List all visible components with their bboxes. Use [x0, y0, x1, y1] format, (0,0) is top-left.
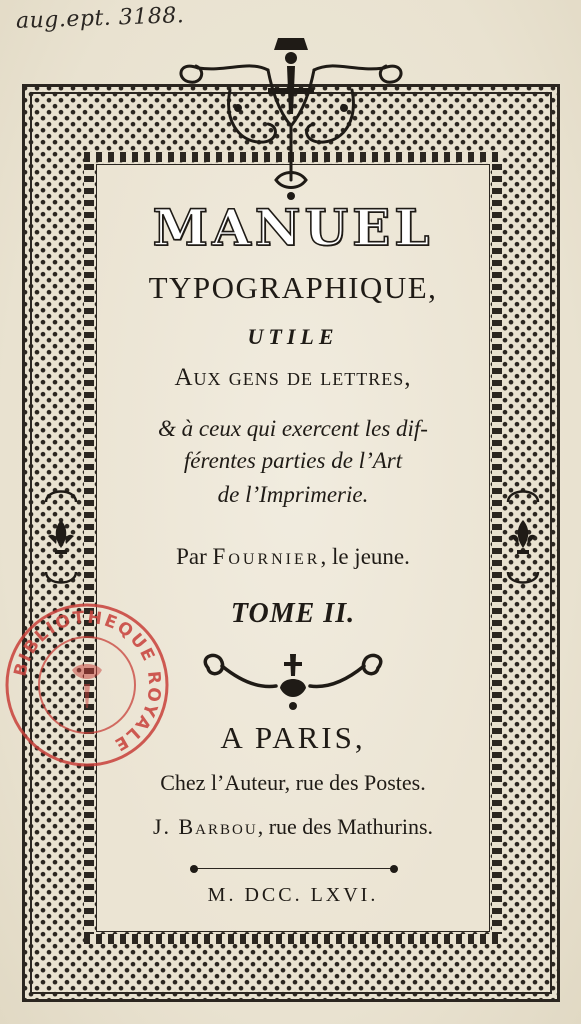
author-suffix: , le jeune. [320, 544, 410, 569]
author-prefix: Par [176, 544, 207, 569]
utile-line: UTILE [247, 324, 339, 349]
place-of-publication: A PARIS, [220, 720, 366, 755]
side-fleur-ornament-icon [42, 482, 80, 592]
stamp-text: BIBLIOTHEQUE ROYALE [10, 607, 165, 756]
audience-line: Aux gens de lettres, [174, 364, 412, 391]
side-fleur-ornament-icon [504, 482, 542, 592]
author-line [96, 544, 490, 570]
book-subtitle: TYPOGRAPHIQUE, [148, 270, 438, 305]
rule-end-ornament-icon [188, 862, 400, 876]
fleuron-ornament-icon [196, 648, 390, 714]
description-line: & à ceux qui exercent les dif- [158, 416, 428, 441]
description-line: de l’Imprimerie. [217, 482, 369, 507]
description-line: férentes parties de l’Art [183, 448, 403, 473]
library-stamp-icon [2, 600, 172, 770]
printer-address: , rue des Mathurins. [257, 814, 434, 839]
author-name: Fournier [212, 544, 321, 569]
publisher-line-2 [96, 814, 490, 840]
handwritten-shelfmark: aug.ept. 3188. [15, 3, 185, 34]
publication-date: M. DCC. LXVI. [207, 884, 379, 906]
title-text-block [96, 164, 490, 932]
volume-label: TOME II. [230, 598, 356, 629]
printer-name: J. Barbou [152, 814, 258, 839]
book-title: MANUEL [152, 198, 434, 257]
publisher-line-1: Chez l’Auteur, rue des Postes. [160, 770, 426, 795]
